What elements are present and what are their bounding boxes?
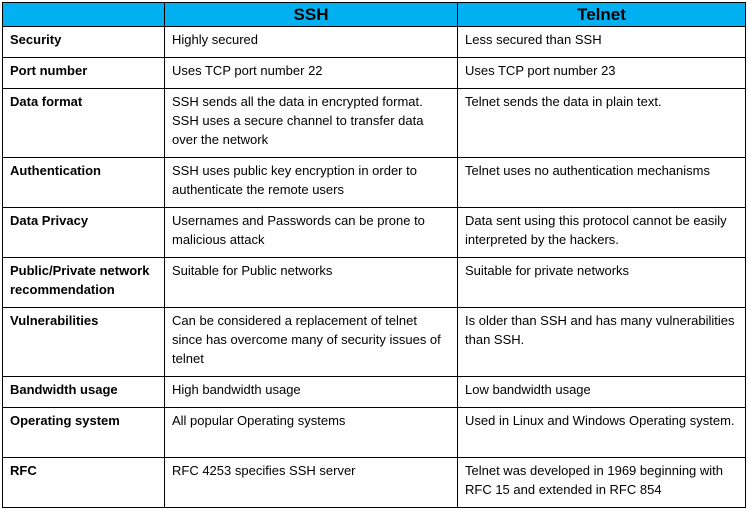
telnet-cell: Used in Linux and Windows Operating system. xyxy=(458,408,746,458)
feature-cell: RFC xyxy=(3,458,165,508)
feature-cell: Operating system xyxy=(3,408,165,458)
header-feature-cell xyxy=(3,3,165,27)
table-row xyxy=(3,27,746,58)
feature-cell: Vulnerabilities xyxy=(3,308,165,377)
header-ssh: SSH xyxy=(165,3,458,27)
ssh-cell: SSH uses public key encryption in order to authenticate the remote users xyxy=(165,158,458,208)
table-row xyxy=(3,208,746,258)
telnet-cell: Telnet was developed in 1969 beginning with RFC 15 and extended in RFC 854 xyxy=(458,458,746,508)
table-row xyxy=(3,377,746,408)
ssh-cell: Uses TCP port number 22 xyxy=(165,58,458,89)
feature-cell: Data Privacy xyxy=(3,208,165,258)
telnet-cell: Less secured than SSH xyxy=(458,27,746,58)
ssh-cell: All popular Operating systems xyxy=(165,408,458,458)
feature-cell: Port number xyxy=(3,58,165,89)
telnet-cell: Low bandwidth usage xyxy=(458,377,746,408)
ssh-cell: RFC 4253 specifies SSH server xyxy=(165,458,458,508)
table-row xyxy=(3,458,746,508)
header-row xyxy=(3,3,746,27)
telnet-cell: Telnet uses no authentication mechanisms xyxy=(458,158,746,208)
feature-cell: Public/Private network recommendation xyxy=(3,258,165,308)
table-row xyxy=(3,158,746,208)
feature-cell: Authentication xyxy=(3,158,165,208)
ssh-cell: Can be considered a replacement of telnet since has overcome many of security issues of telnet xyxy=(165,308,458,377)
feature-cell: Security xyxy=(3,27,165,58)
telnet-cell: Suitable for private networks xyxy=(458,258,746,308)
comparison-table xyxy=(2,2,746,508)
table-row xyxy=(3,89,746,158)
telnet-cell: Uses TCP port number 23 xyxy=(458,58,746,89)
telnet-cell: Data sent using this protocol cannot be easily interpreted by the hackers. xyxy=(458,208,746,258)
table-row xyxy=(3,308,746,377)
table-header xyxy=(3,3,746,27)
header-telnet: Telnet xyxy=(458,3,746,27)
ssh-cell: Usernames and Passwords can be prone to malicious attack xyxy=(165,208,458,258)
table-row xyxy=(3,408,746,458)
telnet-cell: Is older than SSH and has many vulnerabilities than SSH. xyxy=(458,308,746,377)
ssh-cell: Suitable for Public networks xyxy=(165,258,458,308)
ssh-cell: Highly secured xyxy=(165,27,458,58)
telnet-cell: Telnet sends the data in plain text. xyxy=(458,89,746,158)
ssh-cell: High bandwidth usage xyxy=(165,377,458,408)
feature-cell: Data format xyxy=(3,89,165,158)
table-row xyxy=(3,58,746,89)
table-row xyxy=(3,258,746,308)
ssh-cell: SSH sends all the data in encrypted format. SSH uses a secure channel to transfer data over the network xyxy=(165,89,458,158)
table-body xyxy=(3,27,746,508)
feature-cell: Bandwidth usage xyxy=(3,377,165,408)
